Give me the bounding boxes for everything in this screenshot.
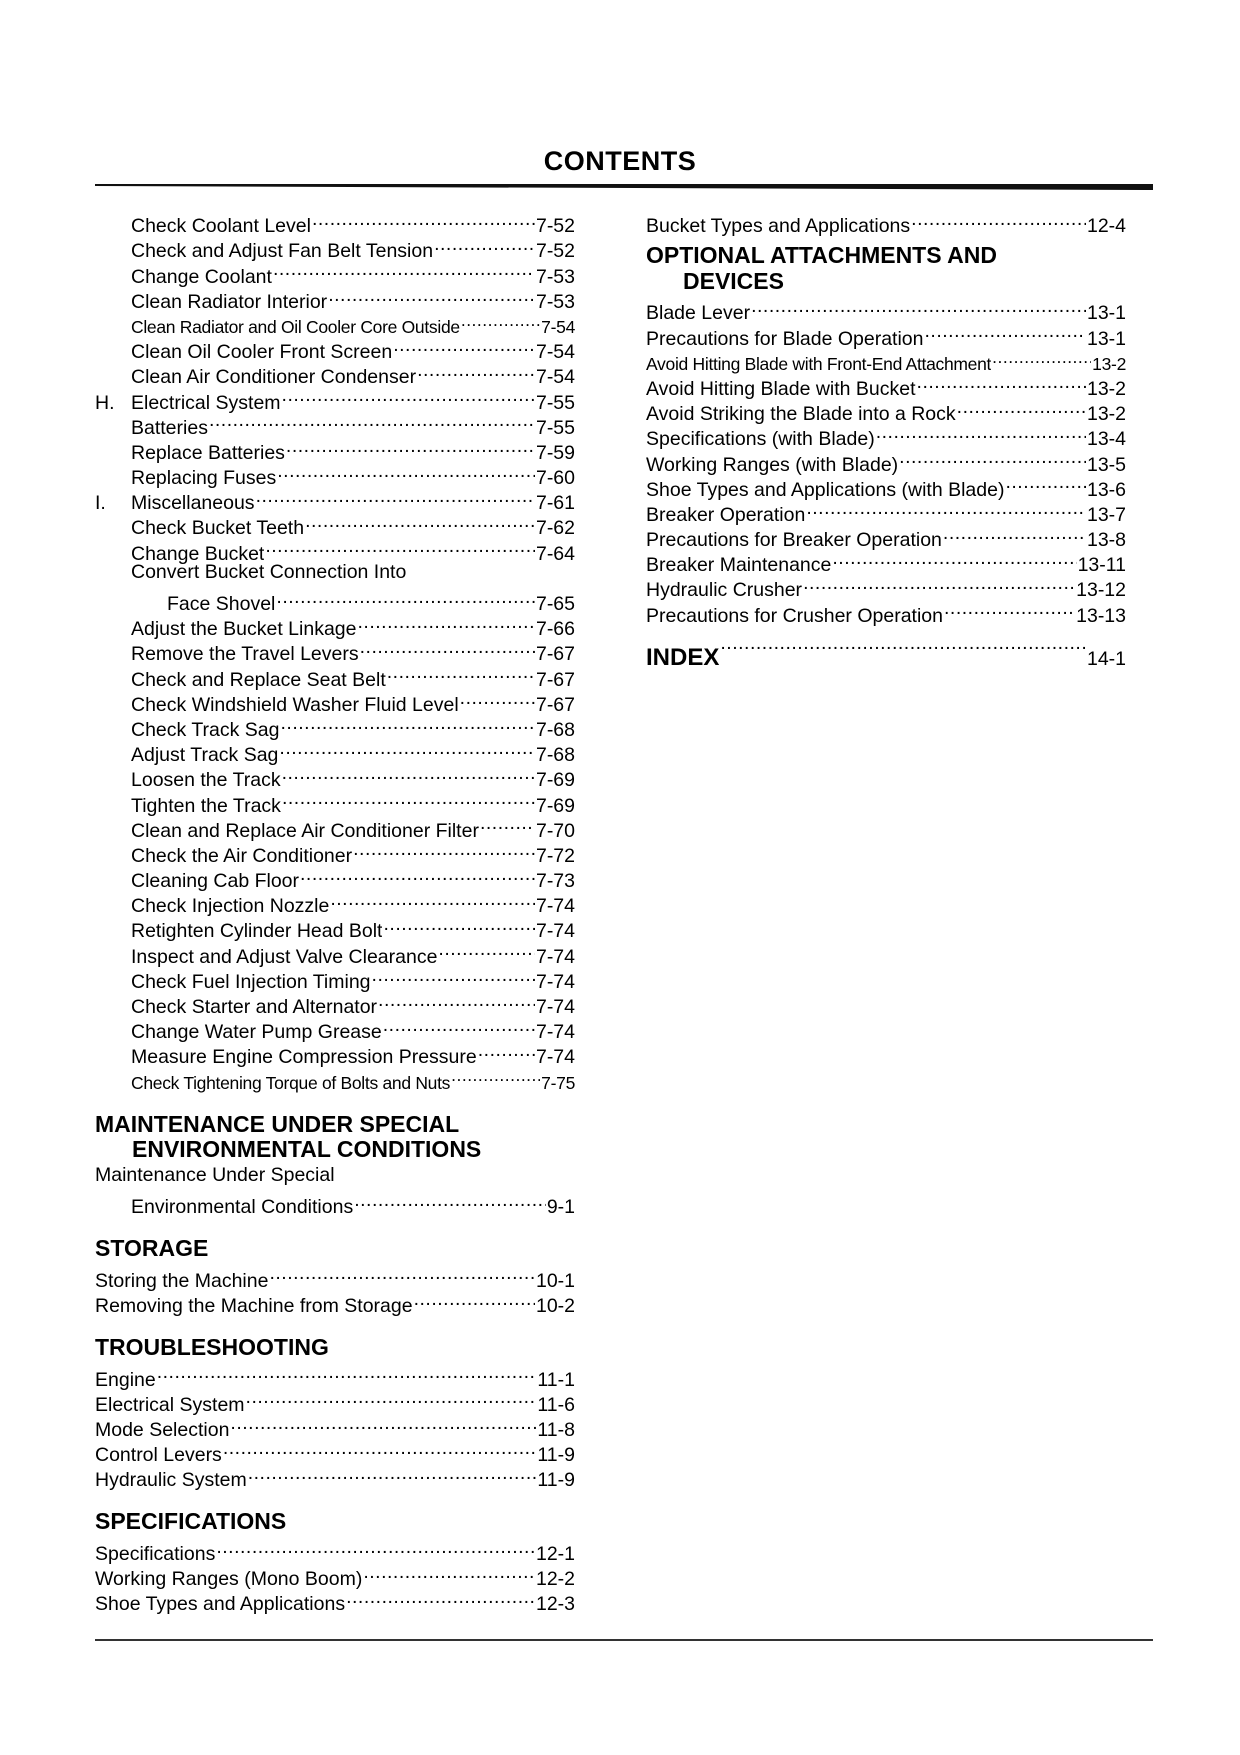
toc-entry-label: Specifications (with Blade): [646, 428, 875, 451]
toc-entry-page: 7-74: [535, 920, 575, 943]
toc-entry[interactable]: [95, 1163, 575, 1188]
toc-entry-page: 13-13: [1076, 604, 1126, 627]
toc-entry-label: Working Ranges (with Blade): [646, 453, 899, 476]
toc-entry-page: 7-65: [535, 593, 575, 615]
dot-leader: [277, 459, 535, 484]
dot-leader: [246, 1386, 537, 1411]
toc-entry-page: 7-74: [535, 1021, 575, 1044]
toc-entry-label: Hydraulic System: [95, 1469, 247, 1492]
dot-leader: [992, 345, 1091, 370]
toc-right-column: [646, 207, 1126, 671]
toc-entry[interactable]: [95, 207, 575, 238]
toc-entry-label: Clean Air Conditioner Condenser: [131, 366, 417, 389]
toc-entry-page: 7-68: [535, 718, 575, 741]
dot-leader: [383, 1013, 535, 1038]
toc-entry-page: 10-2: [535, 1294, 575, 1317]
toc-entry-prefix: I.: [95, 492, 106, 515]
section-heading-line2: ENVIRONMENTAL CONDITIONS: [132, 1136, 482, 1163]
toc-entry[interactable]: [646, 207, 1126, 238]
toc-entry-page: 13-11: [1077, 554, 1126, 577]
toc-entry-page: 7-59: [535, 441, 575, 464]
dot-leader: [223, 1436, 537, 1461]
toc-entry-prefix: H.: [95, 391, 115, 414]
dot-leader: [330, 887, 535, 912]
toc-entry-page: 7-55: [535, 391, 575, 414]
toc-entry[interactable]: [646, 294, 1126, 325]
toc-entry[interactable]: [95, 560, 575, 585]
toc-entry-label: Breaker Operation: [646, 503, 806, 526]
toc-entry-page: 7-62: [535, 517, 575, 540]
dot-leader: [360, 635, 535, 660]
dot-leader: [265, 534, 535, 559]
toc-entry-page: 7-54: [541, 316, 575, 337]
toc-entry-page: 13-1: [1086, 327, 1126, 350]
dot-leader: [282, 786, 535, 811]
dot-leader: [216, 1535, 535, 1560]
dot-leader: [943, 521, 1086, 546]
toc-entry-page: 7-69: [535, 769, 575, 792]
toc-entry-page: 7-61: [535, 492, 575, 515]
toc-entry-label: Control Levers: [95, 1444, 222, 1467]
toc-entry-page: 12-4: [1086, 215, 1126, 238]
toc-entry[interactable]: [95, 585, 575, 615]
dot-leader: [899, 445, 1086, 470]
toc-entry-label: Check Coolant Level: [131, 215, 311, 238]
toc-entry-page: 13-6: [1086, 478, 1126, 501]
toc-entry-label: Shoe Types and Applications: [95, 1593, 346, 1616]
toc-entry-label: Replace Batteries: [131, 441, 285, 464]
toc-entry-label: Precautions for Breaker Operation: [646, 529, 942, 552]
dot-leader: [328, 283, 535, 308]
dot-leader: [917, 370, 1086, 395]
footer-rule: [95, 1639, 1153, 1641]
toc-entry-label: Avoid Striking the Blade into a Rock: [646, 403, 956, 426]
toc-entry-page: 9-1: [546, 1195, 575, 1218]
dot-leader: [157, 1360, 537, 1385]
toc-entry-page: 13-8: [1086, 529, 1126, 552]
dot-leader: [478, 1038, 535, 1063]
toc-entry-label: Check and Replace Seat Belt: [131, 668, 386, 691]
toc-entry-page: 12-1: [535, 1542, 575, 1565]
toc-entry-page: 7-64: [535, 542, 575, 565]
toc-entry-page: 7-67: [535, 693, 575, 716]
toc-entry-label: Clean Radiator Interior: [131, 290, 328, 313]
toc-entry-label: Cleaning Cab Floor: [131, 870, 300, 893]
toc-entry-label: Blade Lever: [646, 302, 751, 325]
toc-entry-label: Check Track Sag: [131, 718, 280, 741]
toc-entry-label: Hydraulic Crusher: [646, 579, 803, 602]
toc-entry-page: 7-75: [541, 1072, 575, 1093]
dot-leader: [803, 571, 1075, 596]
toc-entry[interactable]: [95, 1360, 575, 1391]
dot-leader: [417, 358, 535, 383]
toc-section-maintenance-items: [95, 207, 575, 1093]
section-heading-line1: OPTIONAL ATTACHMENTS AND: [646, 242, 997, 269]
dot-leader: [282, 383, 535, 408]
toc-entry-label: Maintenance Under Special: [95, 1163, 335, 1186]
dot-leader: [480, 812, 535, 837]
toc-entry-page: 13-2: [1092, 353, 1126, 374]
dot-leader: [461, 308, 540, 333]
toc-entry-label: Change Water Pump Grease: [131, 1021, 382, 1044]
toc-entry-page: 13-4: [1086, 428, 1126, 451]
toc-left-column: [95, 207, 575, 1616]
dot-leader: [387, 660, 535, 685]
toc-entry-label: Miscellaneous: [131, 492, 255, 515]
dot-leader: [357, 610, 534, 635]
dot-leader: [256, 484, 535, 509]
toc-entry-label: Clean Radiator and Oil Cooler Core Outside: [131, 316, 460, 337]
toc-entry-page: 7-54: [535, 366, 575, 389]
toc-entry-page: 11-8: [537, 1418, 575, 1441]
toc-entry-label: Specifications: [95, 1542, 216, 1565]
dot-leader: [305, 509, 535, 534]
dot-leader: [911, 207, 1086, 232]
dot-leader: [460, 686, 535, 711]
toc-entry-label: Breaker Maintenance: [646, 554, 832, 577]
toc-entry-label: Check Tightening Torque of Bolts and Nuts: [131, 1072, 451, 1093]
toc-entry-label: Tighten the Track: [131, 794, 281, 817]
dot-leader: [434, 232, 535, 257]
toc-section-storage-items: [95, 1261, 575, 1317]
toc-entry-page: 12-2: [535, 1568, 575, 1591]
toc-entry-page: 7-73: [535, 870, 575, 893]
toc-entry-label: Batteries: [131, 416, 208, 439]
toc-entry-page: 7-53: [535, 290, 575, 313]
toc-entry-page: 7-53: [535, 265, 575, 288]
dot-leader: [363, 1560, 535, 1585]
toc-entry-label: Check Starter and Alternator: [131, 996, 378, 1018]
dot-leader: [944, 596, 1075, 621]
dot-leader: [832, 546, 1076, 571]
toc-entry-label: Change Coolant: [131, 265, 272, 288]
section-heading-special-conditions: [95, 1112, 575, 1163]
toc-entry-label: Check Windshield Washer Fluid Level: [131, 693, 459, 716]
toc-entry-page: 14-1: [1086, 647, 1126, 670]
toc-entry-label: Measure Engine Compression Pressure: [131, 1046, 477, 1069]
dot-leader: [925, 319, 1086, 344]
toc-entry-label: Storing the Machine: [95, 1269, 269, 1292]
toc-entry-label: Precautions for Crusher Operation: [646, 604, 943, 627]
dot-leader: [346, 1585, 535, 1610]
toc-entry-page: 11-6: [537, 1393, 575, 1416]
toc-entry-page: 13-7: [1086, 503, 1126, 526]
toc-entry[interactable]: [95, 1535, 575, 1565]
dot-leader: [372, 963, 535, 988]
toc-entry-page: 7-74: [535, 1046, 575, 1069]
toc-entry-page: 11-9: [537, 1444, 575, 1467]
toc-entry-page: 7-74: [535, 895, 575, 918]
toc-entry-label: Electrical System: [95, 1393, 245, 1416]
dot-leader: [248, 1461, 537, 1486]
toc-section-specifications-items: [95, 1535, 575, 1616]
section-heading-storage: STORAGE: [95, 1234, 209, 1261]
dot-leader: [276, 585, 535, 610]
dot-leader: [300, 862, 535, 887]
toc-entry-page: 11-9: [537, 1469, 575, 1492]
toc-entry-page: 7-69: [535, 794, 575, 817]
dot-leader: [438, 937, 535, 962]
toc-entry-page: 7-60: [535, 467, 575, 490]
toc-entry-page: 7-52: [535, 240, 575, 263]
toc-entry-label: Shoe Types and Applications (with Blade): [646, 478, 1005, 501]
toc-entry-page: 7-72: [535, 844, 575, 867]
toc-entry[interactable]: [95, 1188, 575, 1218]
index-heading: INDEX: [646, 643, 720, 671]
toc-entry-page: 7-70: [535, 819, 575, 842]
toc-entry-label: Convert Bucket Connection Into: [131, 560, 407, 583]
toc-entry-page: 13-2: [1086, 403, 1126, 426]
toc-entry-label: Face Shovel: [167, 593, 276, 615]
dot-leader: [720, 633, 1086, 665]
dot-leader: [414, 1287, 535, 1312]
dot-leader: [279, 736, 535, 761]
dot-leader: [282, 761, 535, 786]
toc-entry-page: 13-12: [1076, 579, 1126, 602]
toc-section-optional-items: [646, 294, 1126, 627]
toc-entry-label: Clean Oil Cooler Front Screen: [131, 341, 393, 364]
toc-entry-label: Check the Air Conditioner: [131, 844, 353, 867]
dot-leader: [230, 1411, 536, 1436]
dot-leader: [354, 1188, 546, 1213]
toc-entry-label: Avoid Hitting Blade with Bucket: [646, 377, 916, 400]
dot-leader: [393, 333, 535, 358]
dot-leader: [383, 912, 534, 937]
dot-leader: [957, 395, 1086, 420]
page-title: CONTENTS: [543, 146, 697, 176]
toc-entry-page: 7-66: [535, 618, 575, 641]
toc-entry-label: Avoid Hitting Blade with Front-End Attachment: [646, 353, 992, 374]
toc-entry-label: Check and Adjust Fan Belt Tension: [131, 240, 434, 263]
toc-entry-label: Change Bucket: [131, 542, 265, 565]
toc-entry-label: Clean and Replace Air Conditioner Filter: [131, 819, 479, 842]
toc-entry-page: 7-74: [535, 996, 575, 1018]
toc-entry-label: Bucket Types and Applications: [646, 215, 911, 238]
section-heading-troubleshooting: TROUBLESHOOTING: [95, 1333, 329, 1360]
toc-entry-label: Electrical System: [131, 391, 281, 414]
toc-entry-label: Precautions for Blade Operation: [646, 327, 924, 350]
toc-entry-page: 10-1: [535, 1269, 575, 1292]
toc-section-troubleshooting-items: [95, 1360, 575, 1492]
toc-entry-page: 7-68: [535, 744, 575, 767]
toc-entry-page: 7-55: [535, 416, 575, 439]
dot-leader: [273, 257, 535, 282]
toc-entry-page: 7-67: [535, 668, 575, 691]
toc-entry-label: Working Ranges (Mono Boom): [95, 1568, 363, 1591]
toc-entry-page: 11-1: [537, 1368, 575, 1391]
toc-entry-label: Removing the Machine from Storage: [95, 1294, 413, 1317]
section-heading-line2: DEVICES: [683, 267, 784, 294]
toc-entry-label: Check Fuel Injection Timing: [131, 970, 371, 993]
toc-entry-label: Check Injection Nozzle: [131, 895, 330, 918]
dot-leader: [286, 434, 535, 459]
dot-leader: [353, 837, 535, 862]
dot-leader: [378, 988, 535, 1013]
dot-leader: [876, 420, 1086, 445]
dot-leader: [269, 1261, 535, 1286]
toc-entry[interactable]: [95, 1386, 575, 1416]
section-heading-optional-attachments: [646, 243, 1126, 294]
toc-entry-index[interactable]: [646, 633, 1126, 671]
toc-entry-label: Engine: [95, 1368, 156, 1391]
dot-leader: [806, 496, 1086, 521]
dot-leader: [451, 1063, 540, 1088]
section-heading-specifications: SPECIFICATIONS: [95, 1508, 287, 1535]
toc-entry-label: Loosen the Track: [131, 769, 281, 792]
toc-entry-label: Adjust the Bucket Linkage: [131, 618, 357, 641]
toc-entry-label: Mode Selection: [95, 1418, 230, 1441]
toc-entry-label: Adjust Track Sag: [131, 744, 279, 767]
toc-entry-page: 7-52: [535, 215, 575, 238]
toc-entry-label: Remove the Travel Levers: [131, 643, 359, 666]
dot-leader: [209, 409, 535, 434]
toc-entry-page: 7-74: [535, 945, 575, 968]
toc-entry-page: 7-74: [535, 970, 575, 993]
dot-leader: [312, 207, 535, 232]
toc-entry-label: Retighten Cylinder Head Bolt: [131, 920, 383, 943]
toc-entry[interactable]: [95, 1261, 575, 1292]
toc-entry-page: 13-1: [1086, 302, 1126, 325]
dot-leader: [1005, 471, 1086, 496]
toc-entry-label: Check Bucket Teeth: [131, 517, 305, 540]
toc-entry-label: Inspect and Adjust Valve Clearance: [131, 945, 438, 968]
toc-entry-page: 12-3: [535, 1593, 575, 1616]
toc-entry-label: Environmental Conditions: [131, 1195, 354, 1218]
toc-entry-page: 13-5: [1086, 453, 1126, 476]
toc-entry-page: 7-67: [535, 643, 575, 666]
section-heading-line1: MAINTENANCE UNDER SPECIAL: [95, 1110, 460, 1137]
dot-leader: [751, 294, 1086, 319]
toc-entry-page: 13-2: [1086, 377, 1126, 400]
header-rule: [95, 184, 1153, 190]
toc-entry-label: Replacing Fuses: [131, 467, 277, 490]
toc-entry-page: 7-54: [535, 341, 575, 364]
dot-leader: [280, 711, 534, 736]
